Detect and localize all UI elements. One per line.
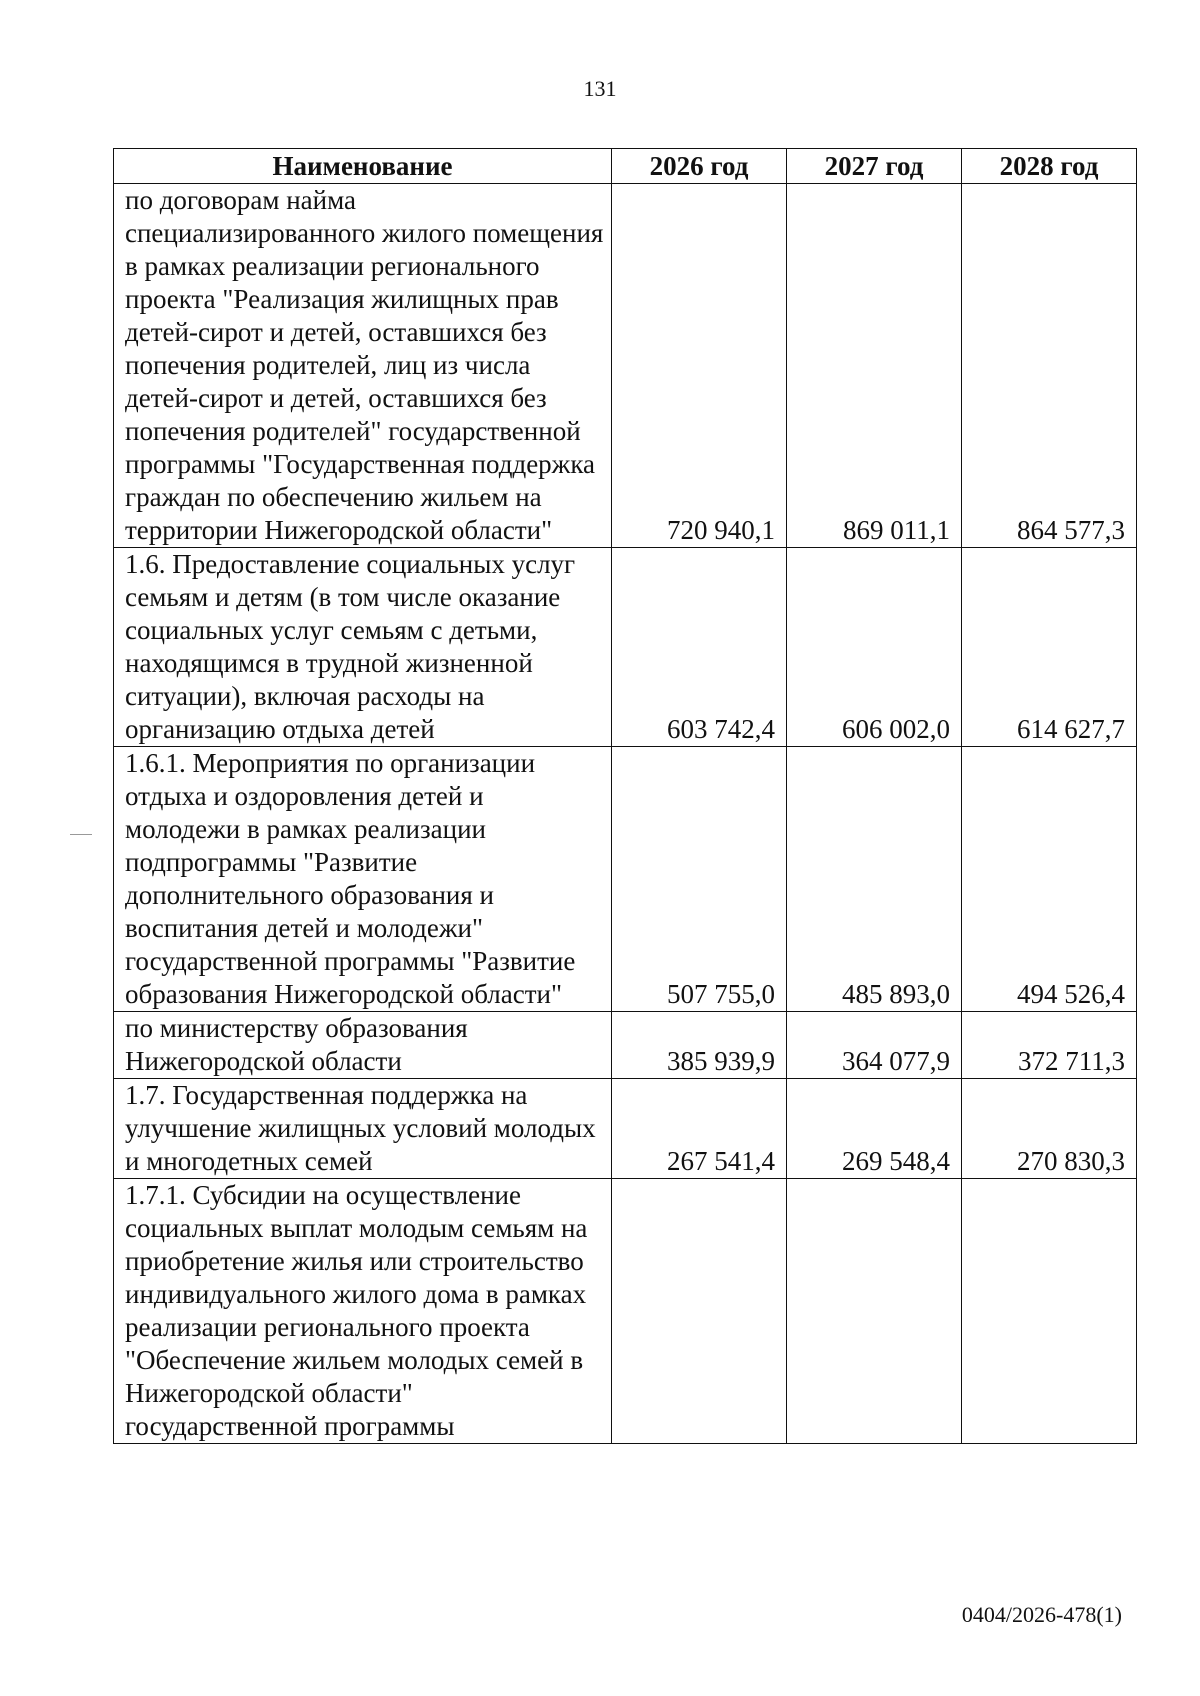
row-name: 1.7. Государственная поддержка на улучшение жилищных условий молодых и многодетных семей — [114, 1079, 612, 1179]
table-header-row — [114, 149, 1137, 184]
row-name: 1.6.1. Мероприятия по организации отдыха и оздоровления детей и молодежи в рамках реализации подпрограммы "Развитие дополнительного образования и воспитания детей и молодежи" государственной программы "Развитие образования Нижегородской области" — [114, 747, 612, 1012]
row-value-2027: 485 893,0 — [787, 747, 962, 1012]
table-row — [114, 1179, 1137, 1444]
row-value-2027: 606 002,0 — [787, 548, 962, 747]
row-value-2027 — [787, 1179, 962, 1444]
row-value-2026: 603 742,4 — [612, 548, 787, 747]
row-value-2027: 364 077,9 — [787, 1012, 962, 1079]
row-value-2026: 385 939,9 — [612, 1012, 787, 1079]
table-row — [114, 548, 1137, 747]
row-value-2028: 270 830,3 — [962, 1079, 1137, 1179]
document-code: 0404/2026-478(1) — [961, 1602, 1122, 1627]
header-2028: 2028 год — [962, 149, 1137, 184]
table-row — [114, 747, 1137, 1012]
row-value-2028: 864 577,3 — [962, 184, 1137, 548]
row-value-2026: 267 541,4 — [612, 1079, 787, 1179]
row-value-2028 — [962, 1179, 1137, 1444]
row-name: по министерству образования Нижегородской области — [114, 1012, 612, 1079]
row-name: по договорам найма специализированного жилого помещения в рамках реализации регионального проекта "Реализация жилищных прав детей-сирот и детей, оставшихся без попечения родителей, лиц из числа детей-сирот и детей, оставшихся без попечения родителей" государственной программы "Государственная поддержка граждан по обеспечению жильем на территории Нижегородской области" — [114, 184, 612, 548]
table-row — [114, 1079, 1137, 1179]
row-value-2028: 372 711,3 — [962, 1012, 1137, 1079]
scan-mark — [70, 834, 92, 835]
header-2027: 2027 год — [787, 149, 962, 184]
row-value-2026 — [612, 1179, 787, 1444]
row-value-2028: 614 627,7 — [962, 548, 1137, 747]
budget-table — [113, 148, 1137, 1444]
row-value-2027: 869 011,1 — [787, 184, 962, 548]
header-name: Наименование — [114, 149, 612, 184]
table-row — [114, 1012, 1137, 1079]
row-value-2027: 269 548,4 — [787, 1079, 962, 1179]
header-2026: 2026 год — [612, 149, 787, 184]
row-value-2026: 720 940,1 — [612, 184, 787, 548]
row-value-2026: 507 755,0 — [612, 747, 787, 1012]
row-name: 1.7.1. Субсидии на осуществление социальных выплат молодым семьям на приобретение жилья или строительство индивидуального жилого дома в рамках реализации регионального проекта "Обеспечение жильем молодых семей в Нижегородской области" государственной программы — [114, 1179, 612, 1444]
page-number: 131 — [583, 76, 617, 101]
row-value-2028: 494 526,4 — [962, 747, 1137, 1012]
row-name: 1.6. Предоставление социальных услуг семьям и детям (в том числе оказание социальных услуг семьям с детьми, находящимся в трудной жизненной ситуации), включая расходы на организацию отдыха детей — [114, 548, 612, 747]
table-row — [114, 184, 1137, 548]
